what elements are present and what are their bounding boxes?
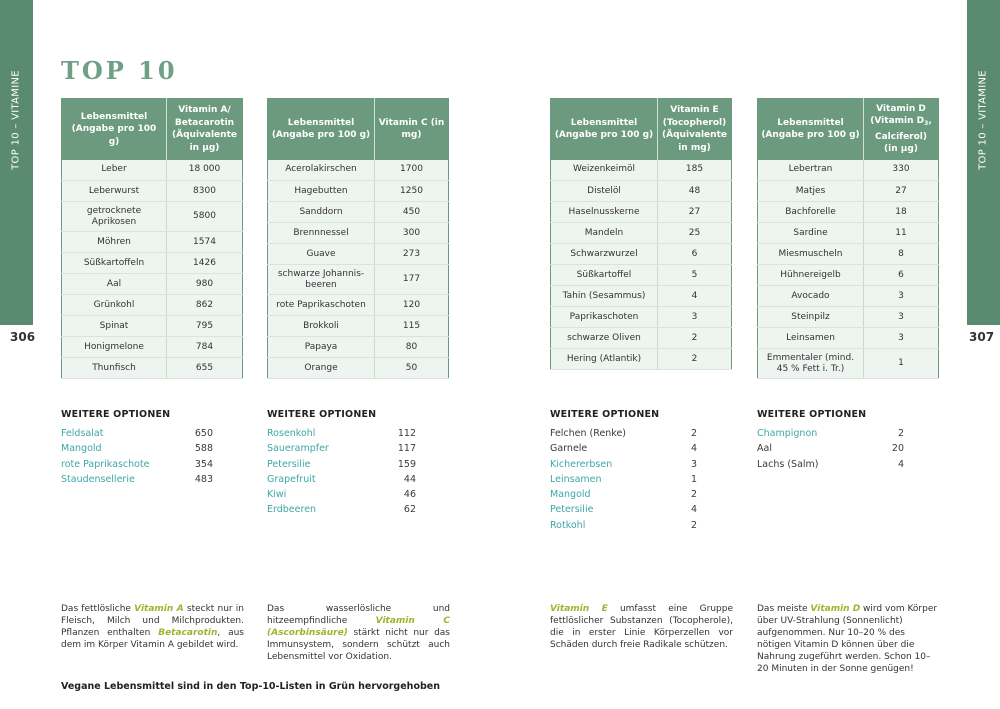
food-name: Orange xyxy=(268,358,375,379)
food-name: Schwarzwurzel xyxy=(551,244,658,265)
table-row xyxy=(268,202,449,223)
table-row xyxy=(62,358,243,379)
table-row xyxy=(758,244,939,265)
side-label-right: TOP 10 – VITAMINE xyxy=(977,70,989,170)
paragraph-vitamin-c: Das wasserlösliche und hitzeempfindliche Vitamin C (Ascorbinsäure) stärkt nicht nur das Immunsystem, sondern schützt auch Lebensmittel vor Oxidation. xyxy=(267,604,450,662)
table-row xyxy=(62,253,243,274)
table-row xyxy=(758,223,939,244)
food-value: 980 xyxy=(167,274,243,295)
food-value: 1426 xyxy=(167,253,243,274)
vitamin-e-rows xyxy=(551,160,732,370)
food-name: Hühnereigelb xyxy=(758,265,864,286)
options-list-c xyxy=(267,428,416,520)
table-header-food: Lebensmittel (Angabe pro 100 g) xyxy=(551,99,658,160)
table-row xyxy=(62,232,243,253)
table-row xyxy=(62,295,243,316)
table-row xyxy=(551,265,732,286)
table-header-food: Lebensmittel (Angabe pro 100 g) xyxy=(268,99,375,160)
food-name: Hering (Atlantik) xyxy=(551,349,658,370)
food-value: 8300 xyxy=(167,181,243,202)
food-value: 27 xyxy=(658,202,732,223)
food-value: 330 xyxy=(864,160,939,181)
option-row xyxy=(550,489,697,504)
option-row xyxy=(550,504,697,519)
food-name: rote Paprikaschoten xyxy=(268,295,375,316)
option-value: 354 xyxy=(194,458,213,470)
option-value: 46 xyxy=(403,489,416,501)
option-row xyxy=(550,428,697,443)
food-name: getrocknete Aprikosen xyxy=(62,202,167,232)
food-value: 784 xyxy=(167,337,243,358)
food-value: 5800 xyxy=(167,202,243,232)
table-row xyxy=(758,181,939,202)
vitamin-e-table xyxy=(550,98,732,370)
option-value: 159 xyxy=(397,458,416,470)
food-name: Hagebutten xyxy=(268,181,375,202)
food-value: 8 xyxy=(864,244,939,265)
table-row xyxy=(268,244,449,265)
option-value: 4 xyxy=(690,443,697,455)
vitamin-a-rows xyxy=(62,160,243,379)
food-name: Haselnusskerne xyxy=(551,202,658,223)
option-row xyxy=(267,489,416,504)
table-row xyxy=(268,265,449,295)
food-name: Grünkohl xyxy=(62,295,167,316)
option-name: Sauerampfer xyxy=(267,443,329,455)
table-row xyxy=(268,358,449,379)
page-number-left: 306 xyxy=(10,330,36,344)
food-value: 862 xyxy=(167,295,243,316)
option-row xyxy=(267,428,416,443)
option-row xyxy=(550,443,697,458)
food-value: 273 xyxy=(375,244,449,265)
table-row xyxy=(268,160,449,181)
vitamin-c-rows xyxy=(268,160,449,379)
option-value: 117 xyxy=(397,443,416,455)
food-name: Süßkartoffeln xyxy=(62,253,167,274)
option-value: 2 xyxy=(690,519,697,531)
food-name: Miesmuscheln xyxy=(758,244,864,265)
food-name: Honigmelone xyxy=(62,337,167,358)
food-name: Brokkoli xyxy=(268,316,375,337)
food-value: 50 xyxy=(375,358,449,379)
option-value: 2 xyxy=(897,428,904,439)
food-name: schwarze Oliven xyxy=(551,328,658,349)
table-row xyxy=(758,265,939,286)
options-heading-d: WEITERE OPTIONEN xyxy=(757,409,867,420)
option-row xyxy=(757,443,904,458)
table-row xyxy=(551,244,732,265)
table-row xyxy=(268,295,449,316)
table-row xyxy=(268,316,449,337)
food-name: Brennnessel xyxy=(268,223,375,244)
option-row xyxy=(267,443,416,458)
food-value: 3 xyxy=(864,328,939,349)
food-name: Steinpilz xyxy=(758,307,864,328)
food-value: 2 xyxy=(658,328,732,349)
food-name: Mandeln xyxy=(551,223,658,244)
options-list-d xyxy=(757,428,904,474)
food-name: Bachforelle xyxy=(758,202,864,223)
table-row xyxy=(758,202,939,223)
food-value: 655 xyxy=(167,358,243,379)
food-value: 18 000 xyxy=(167,160,243,181)
option-value: 483 xyxy=(194,473,213,485)
food-name: Guave xyxy=(268,244,375,265)
option-name: rote Paprikaschote xyxy=(61,458,150,470)
paragraph-vitamin-e: Vitamin E umfasst eine Gruppe fettlöslicher Substanzen (Tocopherole), die in erster Linie Körperzellen vor Schäden durch freie Radikale schützen. xyxy=(550,604,733,650)
option-value: 112 xyxy=(397,428,416,439)
table-row xyxy=(551,181,732,202)
food-name: Papaya xyxy=(268,337,375,358)
table-row xyxy=(62,202,243,232)
option-row xyxy=(267,504,416,519)
food-value: 3 xyxy=(658,307,732,328)
table-row xyxy=(551,349,732,370)
options-heading-c: WEITERE OPTIONEN xyxy=(267,409,377,420)
food-value: 1700 xyxy=(375,160,449,181)
option-name: Rosenkohl xyxy=(267,428,316,439)
food-value: 11 xyxy=(864,223,939,244)
option-value: 20 xyxy=(891,443,904,455)
table-header-value: Vitamin A/ Betacarotin (Äquivalente in µg) xyxy=(167,99,243,160)
option-row xyxy=(757,459,904,474)
table-row xyxy=(758,160,939,181)
option-name: Felchen (Renke) xyxy=(550,428,627,439)
food-value: 48 xyxy=(658,181,732,202)
option-name: Mangold xyxy=(550,489,591,501)
table-row xyxy=(758,349,939,379)
table-row xyxy=(62,160,243,181)
option-value: 44 xyxy=(403,473,416,485)
option-row xyxy=(61,443,213,458)
option-name: Garnele xyxy=(550,443,588,455)
food-value: 300 xyxy=(375,223,449,244)
table-row xyxy=(268,181,449,202)
table-row xyxy=(268,337,449,358)
food-value: 25 xyxy=(658,223,732,244)
paragraph-vitamin-a: Das fettlösliche Vitamin A steckt nur in Fleisch, Milch und Milchprodukten. Pflanzen enthalten Betacarotin, aus dem im Körper Vitamin A gebildet wird. xyxy=(61,604,244,650)
table-row xyxy=(62,274,243,295)
food-name: Sanddorn xyxy=(268,202,375,223)
food-name: Spinat xyxy=(62,316,167,337)
food-value: 177 xyxy=(375,265,449,295)
table-header-food: Lebensmittel (Angabe pro 100 g) xyxy=(758,99,864,160)
food-name: Paprikaschoten xyxy=(551,307,658,328)
food-name: Distelöl xyxy=(551,181,658,202)
table-row xyxy=(551,160,732,181)
option-row xyxy=(550,459,697,474)
table-row xyxy=(758,286,939,307)
food-value: 3 xyxy=(864,286,939,307)
food-name: Aal xyxy=(62,274,167,295)
option-name: Champignon xyxy=(757,428,818,439)
options-heading-e: WEITERE OPTIONEN xyxy=(550,409,660,420)
food-value: 80 xyxy=(375,337,449,358)
option-row xyxy=(757,428,904,443)
option-value: 62 xyxy=(403,504,416,516)
food-name: Leberwurst xyxy=(62,181,167,202)
option-name: Grapefruit xyxy=(267,473,316,485)
option-value: 1 xyxy=(690,473,697,485)
food-name: Thunfisch xyxy=(62,358,167,379)
option-name: Lachs (Salm) xyxy=(757,458,819,470)
table-row xyxy=(551,202,732,223)
food-name: Möhren xyxy=(62,232,167,253)
option-value: 3 xyxy=(690,458,697,470)
option-name: Kichererbsen xyxy=(550,458,613,470)
option-row xyxy=(61,428,213,443)
table-row xyxy=(62,316,243,337)
option-row xyxy=(267,459,416,474)
table-header-food: Lebensmittel (Angabe pro 100 g) xyxy=(62,99,167,160)
table-row xyxy=(758,307,939,328)
table-row xyxy=(758,328,939,349)
option-row xyxy=(61,474,213,489)
option-value: 4 xyxy=(690,504,697,516)
food-name: Weizenkeimöl xyxy=(551,160,658,181)
table-row xyxy=(268,223,449,244)
food-name: Acerolakirschen xyxy=(268,160,375,181)
table-row xyxy=(551,223,732,244)
table-row xyxy=(62,337,243,358)
option-row xyxy=(550,520,697,535)
food-name: Emmentaler (mind. 45 % Fett i. Tr.) xyxy=(758,349,864,379)
options-list-a xyxy=(61,428,213,489)
food-name: Süßkartoffel xyxy=(551,265,658,286)
food-value: 5 xyxy=(658,265,732,286)
option-name: Petersilie xyxy=(267,458,311,470)
option-row xyxy=(61,459,213,474)
option-name: Leinsamen xyxy=(550,473,602,485)
option-name: Staudensellerie xyxy=(61,473,135,485)
food-value: 2 xyxy=(658,349,732,370)
option-value: 4 xyxy=(897,458,904,470)
option-value: 588 xyxy=(194,443,213,455)
food-value: 185 xyxy=(658,160,732,181)
food-name: Avocado xyxy=(758,286,864,307)
table-header-value: Vitamin C (in mg) xyxy=(375,99,449,160)
right-side-tab xyxy=(967,0,1000,325)
food-value: 450 xyxy=(375,202,449,223)
paragraph-vitamin-d: Das meiste Vitamin D wird vom Körper über UV-Strahlung (Sonnenlicht) aufgenommen. Nur 10–20 % des nötigen Vitamin D können über die Nahrung zugeführt werden. Schon 10–20 Minuten in der Sonne genügen! xyxy=(757,604,938,674)
option-name: Aal xyxy=(757,443,772,455)
food-name: Sardine xyxy=(758,223,864,244)
table-row xyxy=(551,328,732,349)
option-row xyxy=(550,474,697,489)
table-header-value: Vitamin E (Tocopherol) (Äquivalente in mg) xyxy=(658,99,732,160)
table-row xyxy=(551,286,732,307)
option-value: 2 xyxy=(690,428,697,439)
side-label-left: TOP 10 – VITAMINE xyxy=(10,70,22,170)
food-value: 120 xyxy=(375,295,449,316)
food-name: Lebertran xyxy=(758,160,864,181)
food-value: 1250 xyxy=(375,181,449,202)
vitamin-d-rows xyxy=(758,160,939,379)
food-value: 18 xyxy=(864,202,939,223)
footer-note: Vegane Lebensmittel sind in den Top-10-Listen in Grün hervorgehoben xyxy=(61,681,440,692)
food-value: 795 xyxy=(167,316,243,337)
food-name: Leber xyxy=(62,160,167,181)
food-name: Matjes xyxy=(758,181,864,202)
option-name: Mangold xyxy=(61,443,102,455)
option-name: Feldsalat xyxy=(61,428,104,439)
food-value: 1 xyxy=(864,349,939,379)
page-number-right: 307 xyxy=(969,330,995,344)
left-side-tab xyxy=(0,0,33,325)
food-value: 6 xyxy=(864,265,939,286)
vitamin-c-table xyxy=(267,98,449,379)
food-name: Tahin (Sesammus) xyxy=(551,286,658,307)
table-row xyxy=(62,181,243,202)
option-row xyxy=(267,474,416,489)
vitamin-a-table xyxy=(61,98,243,379)
food-value: 4 xyxy=(658,286,732,307)
option-value: 2 xyxy=(690,489,697,501)
page-title: TOP 10 xyxy=(61,56,178,85)
food-value: 6 xyxy=(658,244,732,265)
table-header-value: Vitamin D (Vitamin $D_3$, Calciferol) (in µg) xyxy=(864,99,939,160)
option-value: 650 xyxy=(194,428,213,439)
food-value: 1574 xyxy=(167,232,243,253)
options-list-e xyxy=(550,428,697,535)
table-row xyxy=(551,307,732,328)
option-name: Rotkohl xyxy=(550,519,586,531)
option-name: Petersilie xyxy=(550,504,594,516)
vitamin-d-table xyxy=(757,98,939,379)
food-name: Leinsamen xyxy=(758,328,864,349)
food-value: 3 xyxy=(864,307,939,328)
option-name: Kiwi xyxy=(267,489,287,501)
food-value: 115 xyxy=(375,316,449,337)
food-name: schwarze Johannis-beeren xyxy=(268,265,375,295)
food-value: 27 xyxy=(864,181,939,202)
options-heading-a: WEITERE OPTIONEN xyxy=(61,409,171,420)
option-name: Erdbeeren xyxy=(267,504,317,516)
